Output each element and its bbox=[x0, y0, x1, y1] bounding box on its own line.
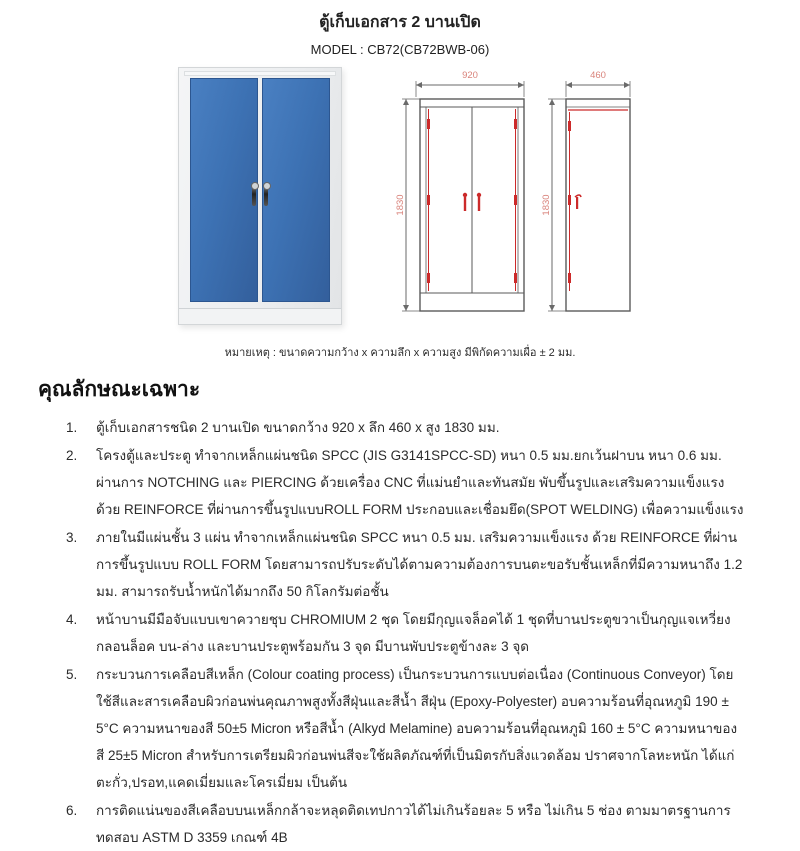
spec-item-text: กระบวนการเคลือบสีเหล็ก (Colour coating process) เป็นกระบวนการแบบต่อเนื่อง (Continuous Conveyor) โดยใช้สีและสารเคลือบผิวก่อนพ่นคุณภาพสูงทั้งสีฝุ่นและสีน้ำ สีฝุ่น (Epoxy-Polyester) อบความร้อนที่อุณหภูมิ 190 ± 5°C ความหนาของสี 50±5 Micron หรือสีน้ำ (Alkyd Melamine) อบความร้อนที่อุณหภูมิ 160 ± 5°C ความหนาของสี 25±5 Micron สำหรับการเตรียมผิวก่อนพ่นสีจะใช้ผลิตภัณฑ์ที่เป็นมิตรกับสิ่งแวดล้อม ปราศจากโลหะหนัก ได้แก่ ตะกั่ว,ปรอท,แคดเมี่ยมและโครเมี่ยม เป็นต้น bbox=[96, 667, 738, 790]
specifications-section bbox=[0, 373, 800, 851]
side-depth-label: 460 bbox=[590, 70, 606, 81]
spec-item-number: 4. bbox=[66, 612, 78, 627]
figures-row bbox=[0, 67, 800, 329]
spec-item-number: 6. bbox=[66, 803, 78, 818]
technical-drawing bbox=[394, 67, 646, 329]
front-view-drawing bbox=[395, 70, 524, 311]
spec-item-number: 3. bbox=[66, 530, 78, 545]
product-model: MODEL : CB72(CB72BWB-06) bbox=[310, 42, 490, 57]
side-height-label: 1830 bbox=[541, 194, 552, 216]
spec-item-number: 1. bbox=[66, 420, 78, 435]
spec-item-number: 5. bbox=[66, 667, 78, 682]
header bbox=[0, 10, 800, 57]
cabinet-base bbox=[179, 308, 341, 324]
spec-item-4 bbox=[38, 606, 745, 660]
right-door-handle-icon bbox=[264, 186, 268, 206]
cabinet-left-door bbox=[190, 78, 258, 302]
specs-heading: คุณลักษณะเฉพาะ bbox=[38, 378, 201, 401]
spec-item-text: การติดแน่นของสีเคลือบบนเหล็กกล้าจะหลุดติดเทปกาวได้ไม่เกินร้อยละ 5 หรือ ไม่เกิน 5 ช่อง ตามมาตรฐานการทดสอบ ASTM D 3359 เกณฑ์ 4B bbox=[96, 803, 731, 845]
spec-item-text: ตู้เก็บเอกสารชนิด 2 บานเปิด ขนาดกว้าง 920 x ลึก 460 x สูง 1830 มม. bbox=[96, 420, 500, 435]
side-handle-icon bbox=[575, 195, 581, 209]
spec-item-number: 2. bbox=[66, 448, 78, 463]
side-view-drawing bbox=[541, 70, 630, 311]
cabinet-photo bbox=[178, 67, 342, 325]
spec-item-text: หน้าบานมีมือจับแบบเขาควายชุบ CHROMIUM 2 ชุด โดยมีกุญแจล็อคได้ 1 ชุดที่บานประตูขวาเป็นกุญแจเหวี่ยงกลอนล็อค บน-ล่าง และบานประตูพร้อมกัน 3 จุด มีบานพับประตูข้างละ 3 จุด bbox=[96, 612, 731, 654]
spec-item-text: โครงตู้และประตู ทำจากเหล็กแผ่นชนิด SPCC (JIS G3141SPCC-SD) หนา 0.5 มม.ยกเว้นฝาบน หนา 0.6 มม. ผ่านการ NOTCHING และ PIERCING ด้วยเครื่อง CNC ที่แม่นยำและทันสมัย พับขึ้นรูปและเสริมความแข็งแรงด้วย REINFORCE ที่ผ่านการขึ้นรูปแบบROLL FORM ประกอบและเชื่อมยึด(SPOT WELDING) เพื่อความแข็งแรง bbox=[96, 448, 744, 517]
spec-item-6 bbox=[38, 797, 745, 851]
cabinet-right-door bbox=[262, 78, 330, 302]
spec-item-2 bbox=[38, 442, 745, 523]
cabinet-top-lip bbox=[184, 71, 336, 76]
spec-item-5 bbox=[38, 661, 745, 796]
product-title: ตู้เก็บเอกสาร 2 บานเปิด bbox=[319, 14, 481, 31]
dimension-drawing-svg bbox=[394, 67, 646, 329]
front-height-label: 1830 bbox=[395, 194, 406, 216]
left-door-handle-icon bbox=[252, 186, 256, 206]
spec-item-1 bbox=[38, 414, 745, 441]
spec-list bbox=[38, 414, 745, 851]
dimension-note: หมายเหตุ : ขนาดความกว้าง x ความลึก x ความสูง มีพิกัดความเผื่อ ± 2 มม. bbox=[224, 347, 576, 359]
spec-item-3 bbox=[38, 524, 745, 605]
front-width-label: 920 bbox=[462, 70, 478, 81]
spec-item-text: ภายในมีแผ่นชั้น 3 แผ่น ทำจากเหล็กแผ่นชนิด SPCC หนา 0.5 มม. เสริมความแข็งแรง ด้วย REINFORCE ที่ผ่านการขึ้นรูปแบบ ROLL FORM โดยสามารถปรับระดับได้ตามความต้องการบนตะขอรับชั้นเหล็กที่มีความหนาถึง 1.2 มม. สามารถรับน้ำหนักได้มากถึง 50 กิโลกรัมต่อชั้น bbox=[96, 530, 743, 599]
